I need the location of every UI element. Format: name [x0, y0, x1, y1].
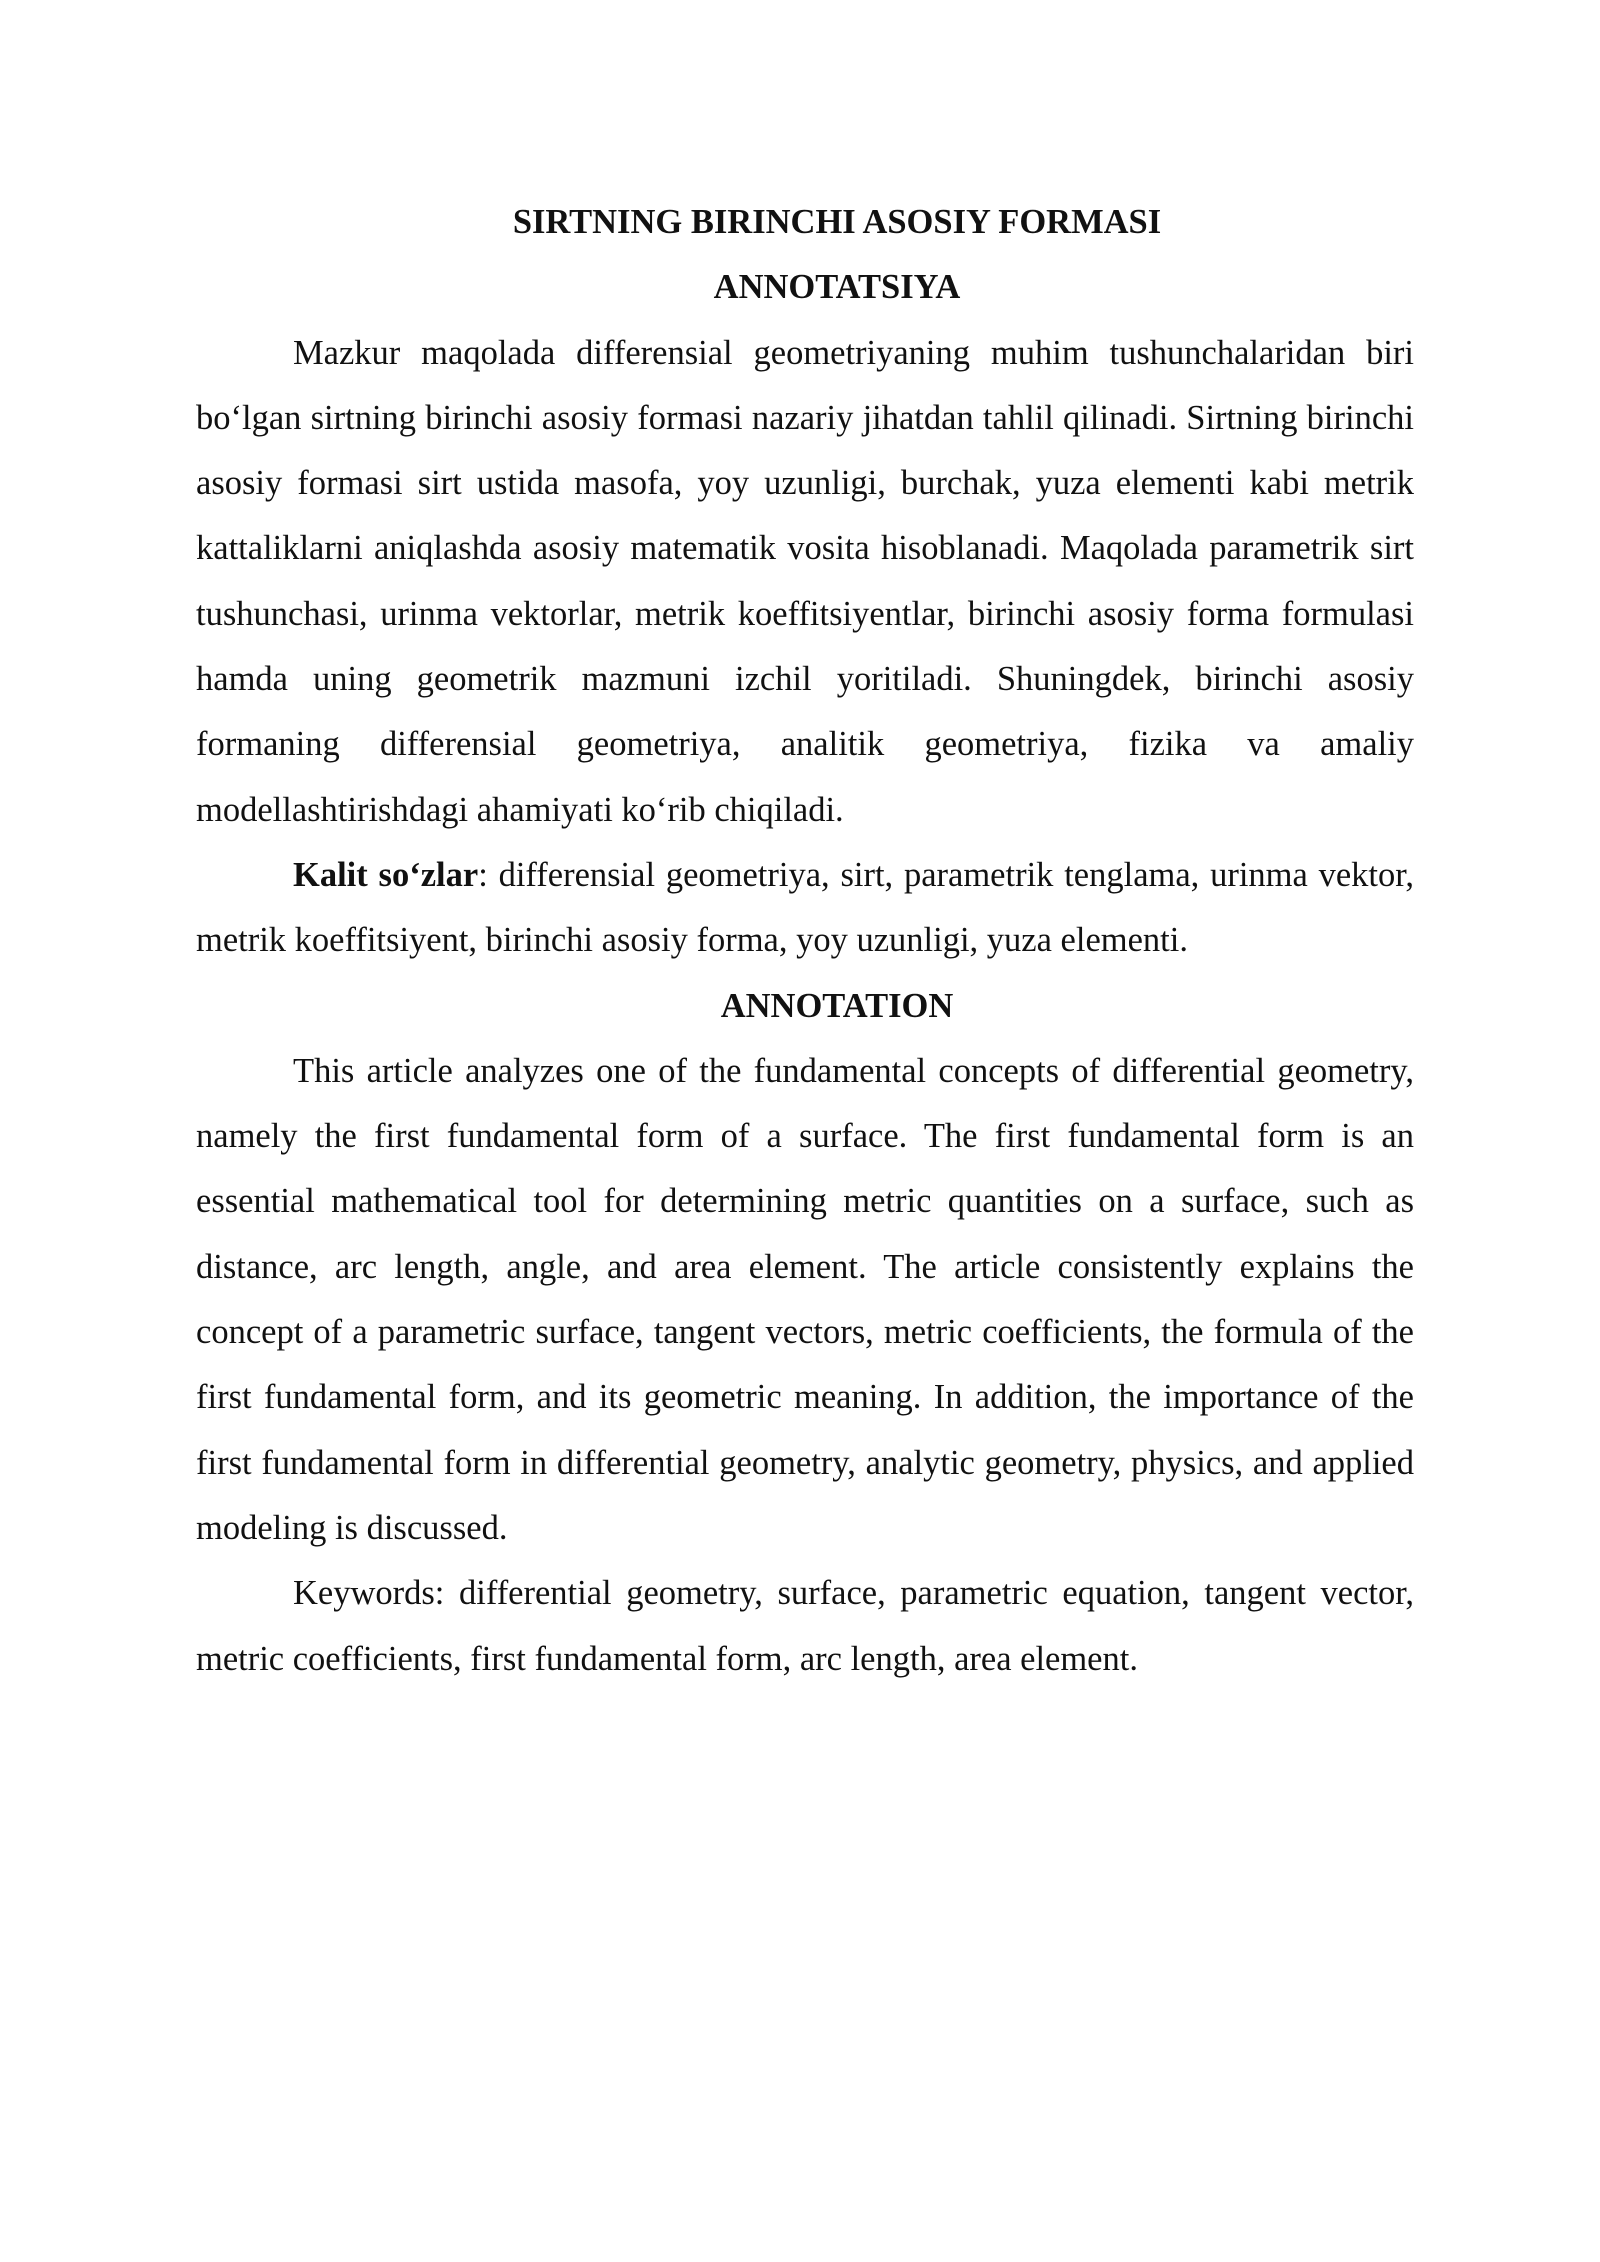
uz-keywords-label: Kalit so‘zlar	[293, 855, 479, 894]
en-annotation-heading: ANNOTATION	[720, 986, 954, 1025]
uz-keywords-text: : differensial geometriya, sirt, parametrik tenglama, urinma vektor, metrik koeffitsiyent, birinchi asosiy forma, yoy uzunligi, yuza elementi.	[196, 855, 1414, 960]
en-abstract-paragraph: This article analyzes one of the fundamental concepts of differential geometry, namely the first fundamental form of a surface. The first fundamental form is an essential mathematical tool for determining metric quantities on a surface, such as distance, arc length, angle, and area element. The article consistently explains the concept of a parametric surface, tangent vectors, metric coefficients, the formula of the first fundamental form, and its geometric meaning. In addition, the importance of the first fundamental form in differential geometry, analytic geometry, physics, and applied modeling is discussed.	[196, 1051, 1414, 1547]
uz-keywords-paragraph	[196, 843, 1414, 974]
article-title: SIRTNING BIRINCHI ASOSIY FORMASI	[512, 203, 1162, 241]
en-keywords-paragraph: Keywords: differential geometry, surface, parametric equation, tangent vector, metric coefficients, first fundamental form, arc length, area element.	[196, 1574, 1414, 1678]
article-content	[196, 190, 1414, 1692]
uz-annotation-heading: ANNOTATSIYA	[713, 268, 961, 307]
uz-abstract-paragraph: Mazkur maqolada differensial geometriyaning muhim tushunchalaridan biri bo‘lgan sirtning birinchi asosiy formasi nazariy jihatdan tahlil qilinadi. Sirtning birinchi asosiy formasi sirt ustida masofa, yoy uzunligi, burchak, yuza elementi kabi metrik kattaliklarni aniqlashda asosiy matematik vosita hisoblanadi. Maqolada parametrik sirt tushunchasi, urinma vektorlar, metrik koeffitsiyentlar, birinchi asosiy forma formulasi hamda uning geometrik mazmuni izchil yoritiladi. Shuningdek, birinchi asosiy formaning differensial geometriya, analitik geometriya, fizika va amaliy modellashtirishdagi ahamiyati ko‘rib chiqiladi.	[196, 333, 1414, 829]
